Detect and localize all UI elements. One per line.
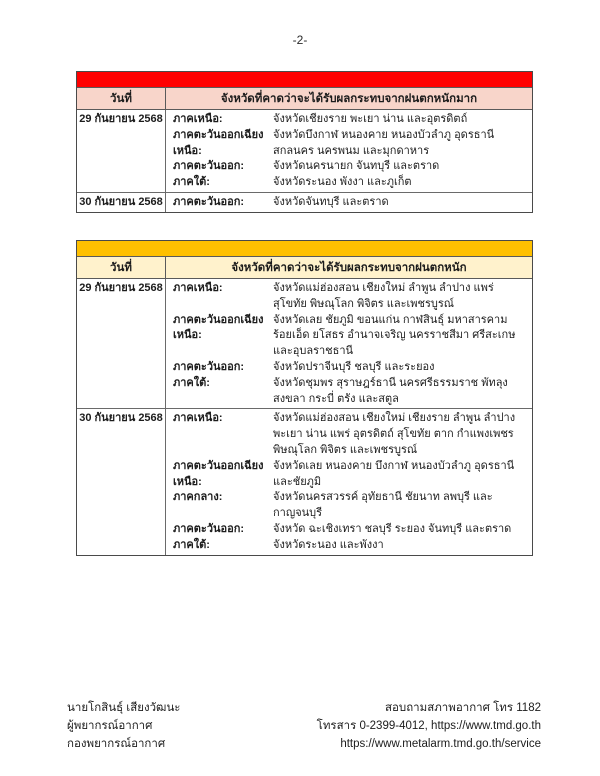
region-label: ภาคเหนือ: — [173, 412, 223, 425]
province-list: จังหวัดแม่ฮ่องสอน เชียงใหม่ ลำพูน ลำปาง แพร่ สุโขทัย พิษณุโลก พิจิตร และเพชรบูรณ์ — [273, 282, 494, 310]
footer-contact-block — [317, 699, 541, 753]
region-entry — [166, 459, 532, 491]
province-list: จังหวัดชุมพร สุราษฎร์ธานี นครศรีธรรมราช พัทลุง สงขลา กระบี่ ตรัง และสตูล — [273, 376, 508, 405]
region-label: ภาคใต้: — [173, 376, 210, 389]
column-header-date: วันที่ — [77, 257, 166, 278]
region-label: ภาคตะวันออก: — [173, 360, 245, 373]
province-list: จังหวัด ฉะเชิงเทรา ชลบุรี ระยอง จันทบุรี และตราด — [273, 522, 512, 535]
region-label: ภาคตะวันออกเฉียงเหนือ: — [173, 313, 264, 342]
region-entry — [166, 360, 532, 376]
region-entry — [166, 281, 532, 313]
contact-alert-website: https://www.metalarm.tmd.go.th/service — [340, 738, 541, 750]
regions-cell — [166, 193, 532, 212]
province-list: จังหวัดแม่ฮ่องสอน เชียงใหม่ เชียงราย ลำพูน ลำปาง พะเยา น่าน แพร่ อุตรดิตถ์ สุโขทัย ตาก กำแพงเพชร พิษณุโลก พิจิตร และเพชรบูรณ์ — [273, 412, 516, 456]
severity-band-red — [77, 72, 532, 88]
region-label: ภาคใต้: — [173, 176, 210, 189]
region-label: ภาคใต้: — [173, 538, 210, 551]
region-entry — [166, 376, 532, 408]
table-row — [77, 110, 532, 193]
severity-band-orange — [77, 241, 532, 257]
region-entry — [166, 175, 532, 191]
column-header-impact: จังหวัดที่คาดว่าจะได้รับผลกระทบจากฝนตกหนักมาก — [220, 93, 478, 105]
region-label: ภาคตะวันออก: — [173, 195, 245, 208]
province-list: จังหวัดเลย หนองคาย บึงกาฬ หนองบัวลำภู อุดรธานี และชัยภูมิ — [273, 459, 515, 488]
regions-cell — [166, 409, 532, 554]
page-number: -2- — [292, 33, 308, 47]
table-row — [77, 409, 532, 554]
table-row — [77, 193, 532, 212]
province-list: จังหวัดนครสวรรค์ อุทัยธานี ชัยนาท ลพบุรี และกาญจนบุรี — [273, 491, 493, 520]
province-list: จังหวัดเลย ชัยภูมิ ขอนแก่น กาฬสินธุ์ มหาสารคาม ร้อยเอ็ด ยโสธร อำนาจเจริญ นครราชสีมา ศรีสะเกษ และอุบลราชธานี — [273, 313, 516, 358]
footer-forecaster-block — [67, 699, 180, 753]
region-entry — [166, 112, 532, 128]
region-label: ภาคตะวันออกเฉียงเหนือ: — [173, 459, 264, 488]
forecaster-division: กองพยากรณ์อากาศ — [67, 738, 166, 750]
date-cell: 30 กันยายน 2568 — [77, 409, 166, 554]
forecaster-title: ผู้พยากรณ์อากาศ — [67, 720, 153, 732]
province-list: จังหวัดปราจีนบุรี ชลบุรี และระยอง — [273, 360, 435, 373]
table-row — [77, 279, 532, 409]
region-label: ภาคตะวันออกเฉียงเหนือ: — [173, 128, 264, 157]
province-list: จังหวัดเชียงราย พะเยา น่าน และอุตรดิตถ์ — [273, 113, 468, 125]
region-entry — [166, 411, 532, 458]
region-entry — [166, 195, 532, 211]
column-header-impact: จังหวัดที่คาดว่าจะได้รับผลกระทบจากฝนตกหนัก — [231, 262, 467, 274]
date-cell: 29 กันยายน 2568 — [77, 279, 166, 408]
date-cell: 30 กันยายน 2568 — [77, 193, 166, 212]
province-list: จังหวัดจันทบุรี และตราด — [273, 195, 389, 208]
regions-cell — [166, 279, 532, 408]
very-heavy-rain-table — [76, 71, 533, 213]
region-entry — [166, 128, 532, 160]
region-entry — [166, 159, 532, 175]
region-entry — [166, 538, 532, 554]
column-header-date: วันที่ — [77, 88, 166, 109]
region-entry — [166, 522, 532, 538]
region-entry — [166, 313, 532, 360]
region-label: ภาคกลาง: — [173, 491, 223, 504]
forecaster-name: นายโกสินธุ์ เสียงวัฒนะ — [67, 702, 181, 714]
region-label: ภาคเหนือ: — [173, 282, 223, 294]
region-label: ภาคเหนือ: — [173, 113, 223, 125]
province-list: จังหวัดนครนายก จันทบุรี และตราด — [273, 160, 440, 173]
regions-cell — [166, 110, 532, 192]
region-label: ภาคตะวันออก: — [173, 160, 245, 173]
region-entry — [166, 490, 532, 522]
table-header-row — [77, 257, 532, 279]
province-list: จังหวัดระนอง และพังงา — [273, 538, 384, 551]
contact-fax-and-website: โทรสาร 0-2399-4012, https://www.tmd.go.th — [316, 720, 541, 732]
province-list: จังหวัดบึงกาฬ หนองคาย หนองบัวลำภู อุดรธานี สกลนคร นครพนม และมุกดาหาร — [273, 128, 495, 157]
contact-phone: สอบถามสภาพอากาศ โทร 1182 — [384, 702, 541, 714]
region-label: ภาคตะวันออก: — [173, 522, 245, 535]
heavy-rain-table — [76, 240, 533, 556]
table-header-row — [77, 88, 532, 110]
date-cell: 29 กันยายน 2568 — [77, 110, 166, 192]
province-list: จังหวัดระนอง พังงา และภูเก็ต — [273, 176, 412, 189]
